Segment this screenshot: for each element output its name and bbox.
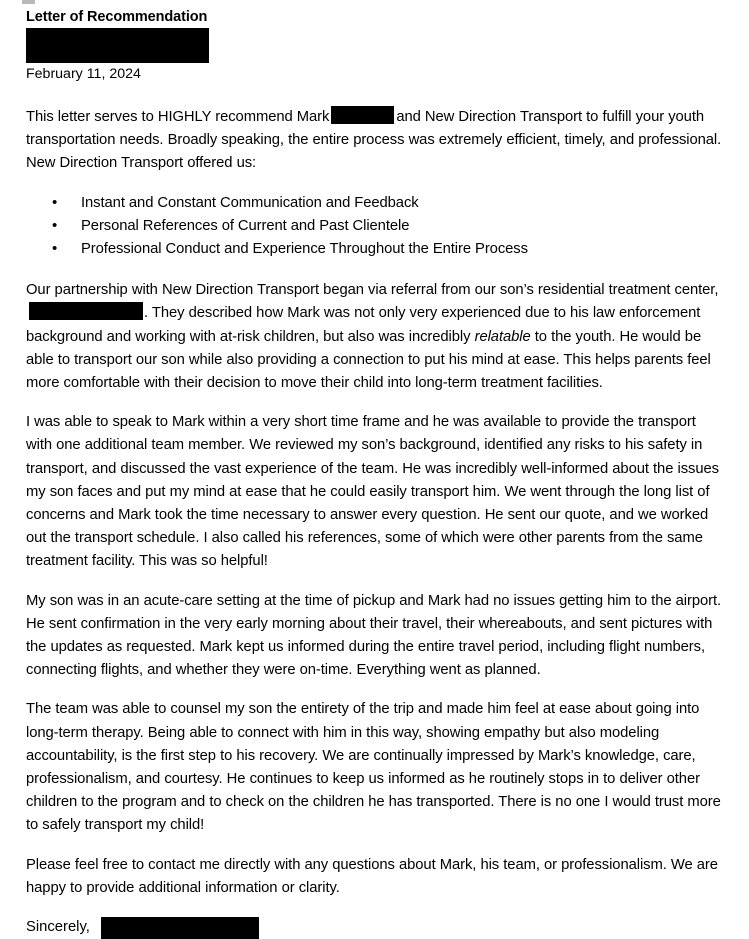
paragraph-partnership-text-1: Our partnership with New Direction Transport began via referral from our son’s residential treatment center, [26,282,719,299]
paragraph-partnership-text-2: . They described how Mark was not only very experienced due to his law enforcement background and working with at-risk children, but also was incredibly [26,305,701,345]
redacted-sender-name [26,28,209,63]
list-item-label: Instant and Constant Communication and Feedback [81,194,419,211]
paragraph-speaking-to-mark: I was able to speak to Mark within a very short time frame and he was available to provide the transport with one additional team member. We reviewed my son’s background, identified any risks to his safety in transport, and discussed the vast experience of the team. He was incredibly well-informed about the issues my son faces and put my mind at ease that he could easily transport him. We went through the long list of concerns and Mark took the time necessary to answer every question. He sent our quote, and we worked out the transport schedule. I also called his references, some of which were other parents from the same treatment facility. This was so helpful! [26,414,719,570]
page-top-marker [22,0,35,4]
paragraph-contact-offer: Please feel free to contact me directly with any questions about Mark, his team, or professionalism. We are happy to provide additional information or clarity. [26,856,718,896]
paragraph-partnership [26,279,722,395]
paragraph-intro [26,106,722,176]
paragraph-pickup-travel: My son was in an acute-care setting at the time of pickup and Mark had no issues getting him to the airport. He sent confirmation in the very early morning about their travel, their whereabouts, and sent pictures with the updates as requested. Mark kept us informed during the entire travel period, including flight numbers, connecting flights, and whether they were on-time. Everything went as planned. [26,592,722,679]
list-item [26,238,722,261]
offerings-list [26,192,722,262]
page-title: Letter of Recommendation [26,9,208,25]
emphasis-relatable: relatable [474,328,531,345]
list-item-label: Personal References of Current and Past Clientele [81,217,410,234]
list-item-label: Professional Conduct and Experience Throughout the Entire Process [81,241,528,258]
list-item [26,215,722,238]
signature-block [26,916,722,939]
list-item [26,192,722,215]
letter-date: February 11, 2024 [26,66,141,82]
paragraph-partnership-text-3: to the youth. He would be able to transport our son while also providing a connection to put his mind at ease. This helps parents feel more comfortable with their decision to move their child into long-term treatment facilities. [26,328,711,392]
redacted-treatment-center-inline [29,302,143,320]
paragraph-intro-text-before: This letter serves to HIGHLY recommend Mark [26,109,330,125]
redacted-signature-name [101,917,259,939]
closing-salutation: Sincerely, [26,919,90,936]
letter-content [26,8,722,939]
paragraph-counseling: The team was able to counsel my son the entirety of the trip and made him feel at ease about going into long-term therapy. Being able to connect with him in this way, showing empathy but also modeling accountability, is the first step to his recovery. We are continually impressed by Mark’s knowledge, care, professionalism, and courtesy. He continues to keep us informed as he routinely stops in to deliver other children to the program and to check on the children he has transported. There is no one I would trust more to safely transport my child! [26,701,721,834]
paragraph-intro-text-after: and New Direction Transport to fulfill your youth transportation needs. Broadly speaking, the entire process was extremely efficient, timely, and professional. New Direction Transport offered us: [26,109,722,172]
redacted-name-inline [331,106,394,124]
